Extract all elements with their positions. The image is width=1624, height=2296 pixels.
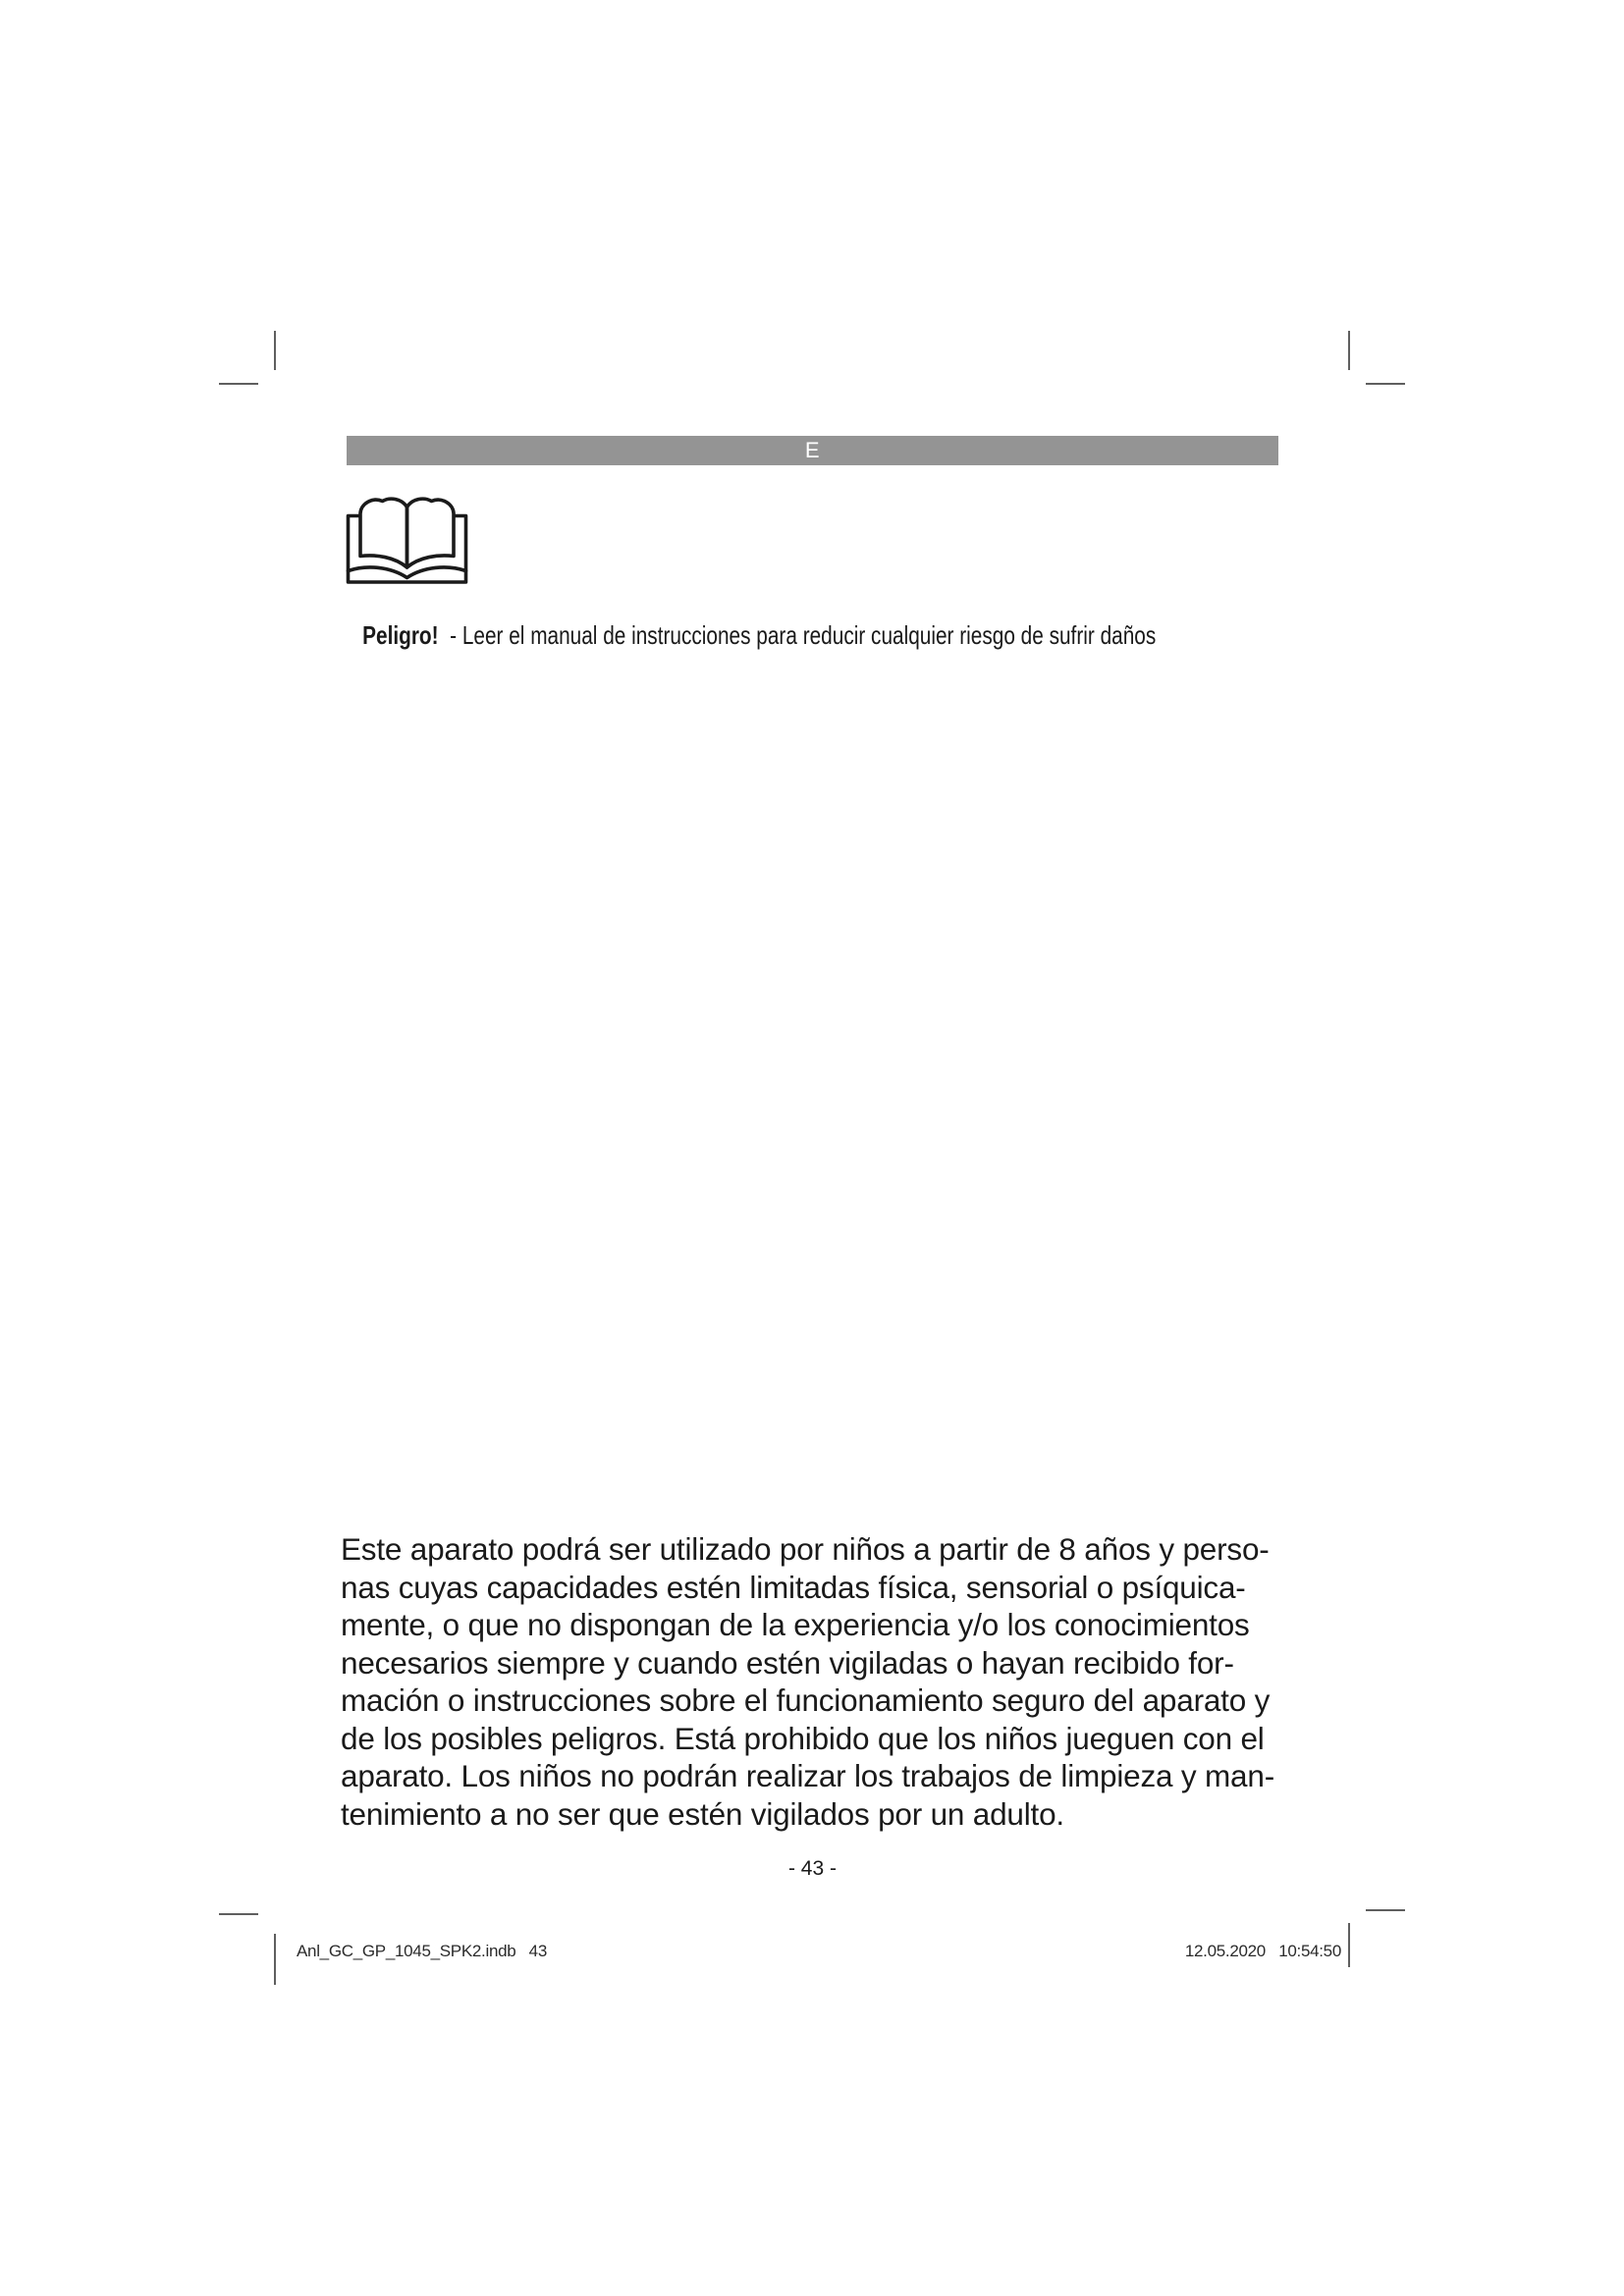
danger-notice-text: - Leer el manual de instrucciones para reducir cualquier riesgo de sufrir daños (438, 620, 1157, 650)
footer-timestamp: 12.05.2020 10:54:50 (1184, 1942, 1341, 1960)
crop-mark-bottom-left-horizontal (219, 1913, 258, 1915)
page-number: - 43 - (787, 1857, 837, 1880)
paragraph-line: nas cuyas capacidades estén limitadas física, sensorial o psíquica- (341, 1569, 1246, 1605)
paragraph-line: tenimiento a no ser que estén vigilados por un adulto. (341, 1795, 1064, 1832)
crop-mark-bottom-right-vertical (1348, 1923, 1350, 1967)
paragraph-line: mación o instrucciones sobre el funcionamiento seguro del aparato y (341, 1682, 1271, 1718)
danger-notice (340, 588, 1156, 682)
language-header-bar (347, 436, 1278, 465)
danger-notice-keyword: Peligro! (362, 620, 439, 650)
paragraph-line: aparato. Los niños no podrán realizar los trabajos de limpieza y man- (341, 1758, 1274, 1793)
paragraph-line: de los posibles peligros. Está prohibido que los niños jueguen con el (341, 1720, 1265, 1756)
paragraph-line: mente, o que no dispongan de la experiencia y/o los conocimientos (341, 1607, 1250, 1642)
footer-file-name: Anl_GC_GP_1045_SPK2.indb 43 (297, 1942, 547, 1960)
crop-mark-top-left-vertical (274, 331, 276, 370)
page-number-container (347, 1857, 1278, 1881)
safety-paragraph (341, 1530, 1274, 1833)
crop-mark-bottom-left-vertical (274, 1934, 276, 1985)
paragraph-line: Este aparato podrá ser utilizado por niños a partir de 8 años y perso- (341, 1531, 1270, 1567)
crop-mark-top-left-horizontal (219, 383, 258, 385)
crop-mark-bottom-right-horizontal (1366, 1909, 1405, 1911)
crop-mark-top-right-horizontal (1366, 383, 1405, 385)
language-code-label: E (804, 438, 821, 462)
open-book-icon (346, 495, 468, 585)
crop-mark-top-right-vertical (1348, 331, 1350, 370)
paragraph-line: necesarios siempre y cuando estén vigiladas o hayan recibido for- (341, 1644, 1234, 1681)
